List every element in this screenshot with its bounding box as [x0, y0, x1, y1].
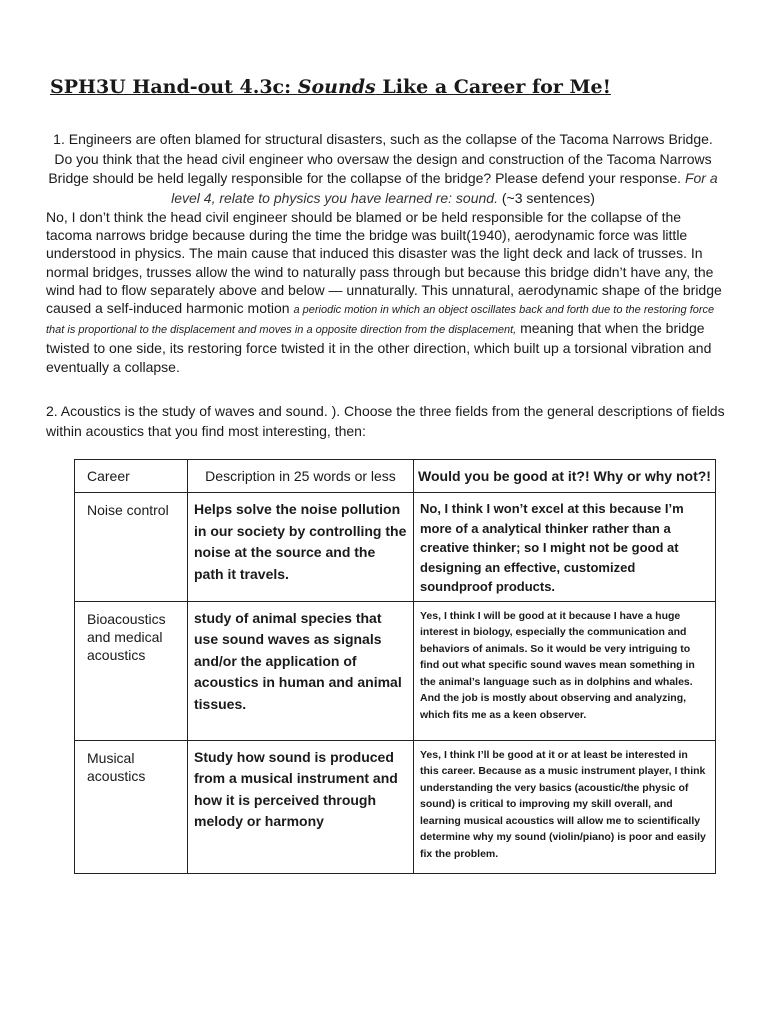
question-1-instruction: For a level 4, relate to physics you have learned re: sound.: [171, 170, 718, 206]
career-cell: Musical acoustics: [75, 740, 188, 873]
header-good-at-it: Would you be good at it?! Why or why not?!: [414, 460, 716, 493]
title-suffix: Like a Career for Me!: [375, 76, 611, 98]
answer-1-definition: a periodic motion in which an object oscillates back and forth due to the restoring force that is proportional to the displacement and moves in a opposite direction from the displacement,: [46, 304, 715, 337]
answer-1-part1: No, I don’t think the head civil engineer should be blamed or be held responsible for the collapse of the tacoma narrows bridge because during the time the bridge was built(1940), aerodynamic force was little understood in physics. The main cause that induced this disaster was the light deck and lack of trusses. In normal bridges, trusses allow the wind to naturally pass through but because this bridge didn’t have any, the wind had to flow separately above and below — unnaturally. This unnatural, aerodynamic shape of the bridge caused a self-induced harmonic motion: [46, 209, 722, 317]
table-row: [75, 493, 716, 602]
answer-1-part2: meaning that when the bridge twisted to one side, its restoring force twisted it in the other direction, which built up a torsional vibration and eventually a collapse.: [46, 320, 712, 375]
title-emphasis: Sounds: [297, 76, 376, 98]
career-cell: Noise control: [75, 493, 188, 602]
career-table: [74, 459, 716, 874]
good-at-it-cell: No, I think I won’t excel at this because I’m more of a analytical thinker rather than a creative thinker; so I might not be good at designing an effective, customized soundproof products.: [414, 493, 716, 602]
good-at-it-cell: Yes, I think I will be good at it because I have a huge interest in biology, especially the communication and behaviors of animals. So it would be very intriguing to find out what specific sound waves mean something in the animal’s language such as in dolphins and whales. And the job is mostly about observing and analyzing, which fits me as a keen observer.: [414, 601, 716, 740]
career-cell: Bioacoustics and medical acoustics: [75, 601, 188, 740]
title-prefix: SPH3U Hand-out 4.3c:: [50, 76, 298, 98]
header-career: Career: [75, 460, 188, 493]
good-at-it-cell: Yes, I think I’ll be good at it or at least be interested in this career. Because as a music instrument player, I think understanding the very basics (acoustic/the physic of sound) is critical to improving my skill overall, and learning musical acoustics will allow me to scientifically determine why my sound (violin/piano) is poor and easily fix the problem.: [414, 740, 716, 873]
table-row: [75, 740, 716, 873]
question-1-length-hint: (~3 sentences): [497, 189, 595, 206]
description-cell: Study how sound is produced from a musical instrument and how it is perceived through melody or harmony: [188, 740, 414, 873]
question-2: 2. Acoustics is the study of waves and sound. ). Choose the three fields from the general descriptions of fields within acoustics that you find most interesting, then:: [46, 403, 725, 439]
question-1-text: 1. Engineers are often blamed for structural disasters, such as the collapse of the Tacoma Narrows Bridge. Do you think that the head civil engineer who oversaw the design and construction of the Tacoma Narrows Bridge should be held legally responsible for the collapse of the bridge? Please defend your response.: [48, 131, 713, 186]
header-description: Description in 25 words or less: [188, 460, 414, 493]
answer-1: [46, 208, 726, 376]
page-title: [50, 76, 690, 98]
table-header-row: [75, 460, 716, 493]
description-cell: Helps solve the noise pollution in our society by controlling the noise at the source and the path it travels.: [188, 493, 414, 602]
table-row: [75, 601, 716, 740]
description-cell: study of animal species that use sound waves as signals and/or the application of acoustics in human and animal tissues.: [188, 601, 414, 740]
question-1: [44, 130, 722, 208]
